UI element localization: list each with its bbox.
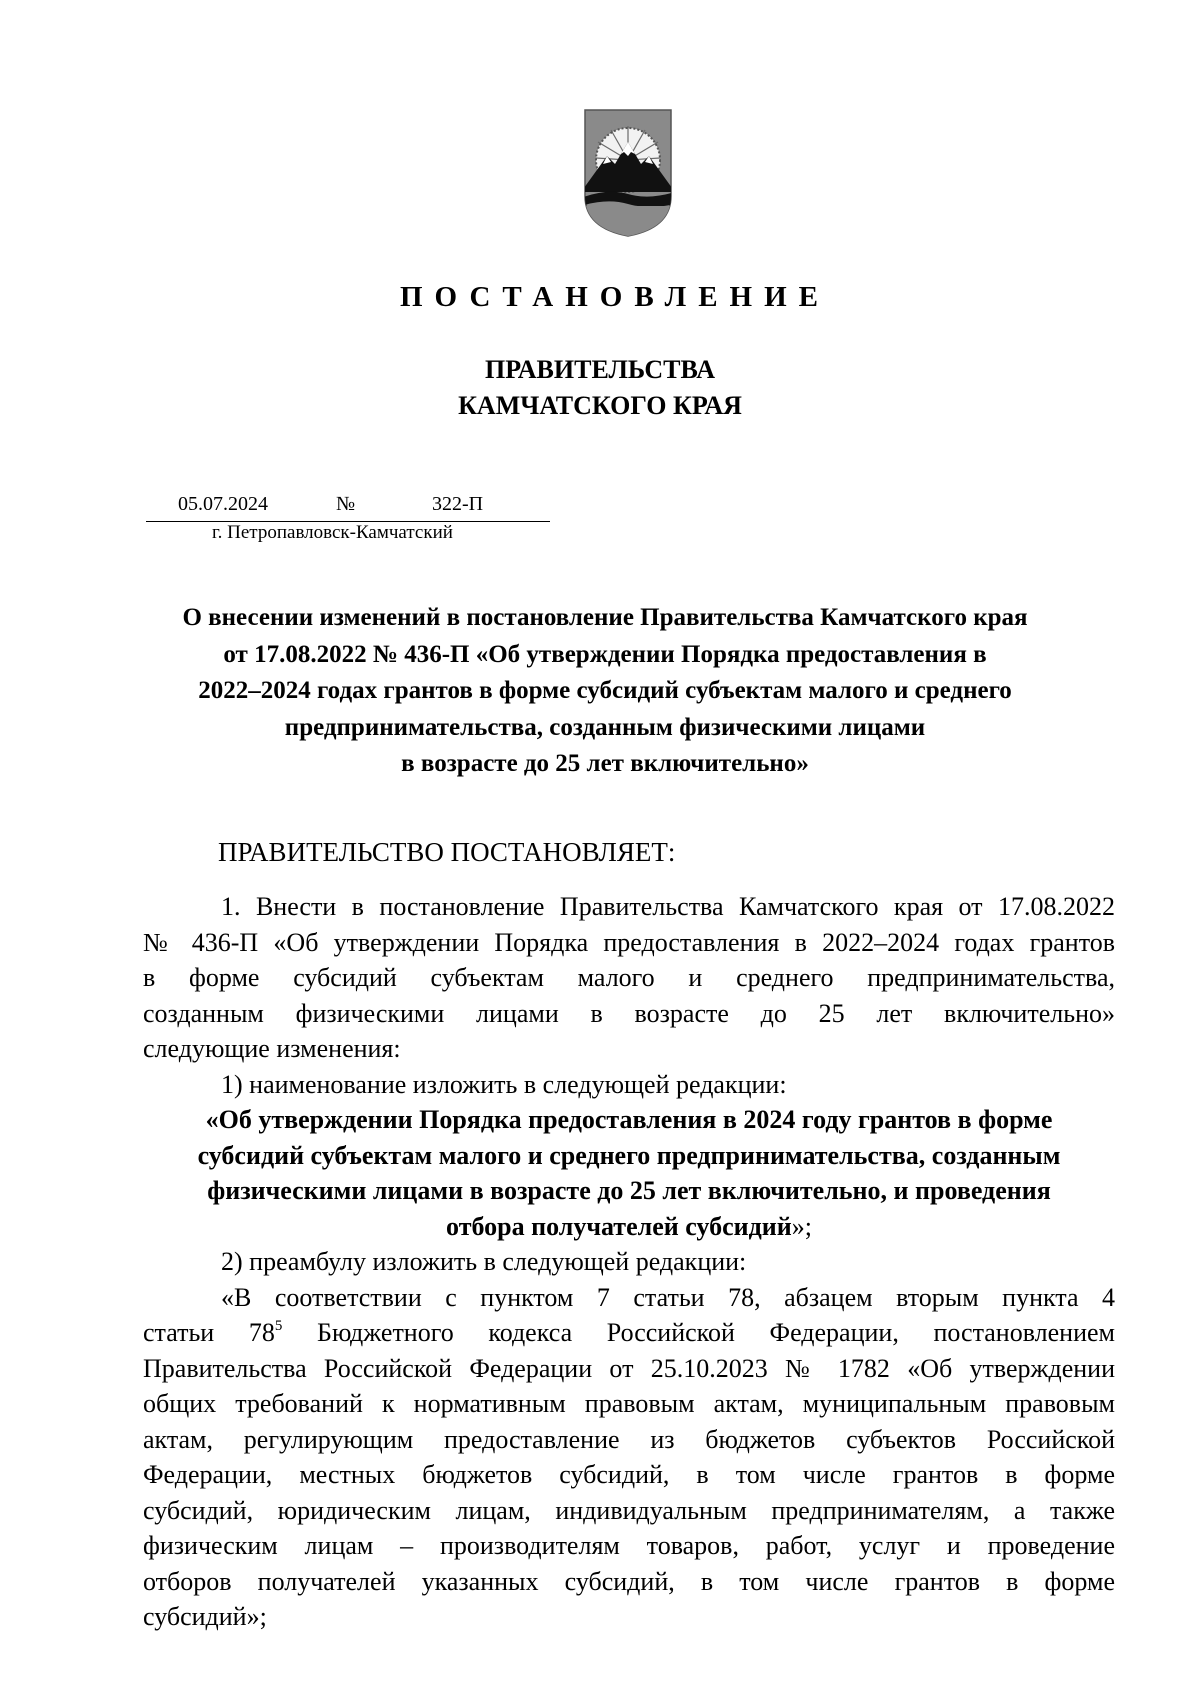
new-title-line: субсидий субъектам малого и среднего предпринимательства, созданным [197, 1140, 1061, 1170]
city-of-issue: г. Петропавловск-Камчатский [212, 522, 453, 543]
preamble-line: субсидий»; [143, 1602, 267, 1631]
subject-line: в возрасте до 25 лет включительно» [401, 750, 809, 777]
issuing-body-line-1: ПРАВИТЕЛЬСТВА [485, 355, 715, 384]
new-title-line-last [143, 1209, 1115, 1245]
subject-line: от 17.08.2022 № 436-П «Об утверждении Порядка предоставления в [223, 640, 987, 668]
preamble-line: физическим лицам – производителям товаров, работ, услуг и проведение [143, 1531, 1115, 1560]
preamble-text: Бюджетного кодекса Российской Федерации, постановлением [282, 1318, 1115, 1347]
superscript: 5 [274, 1318, 283, 1334]
new-title-closing: »; [791, 1211, 812, 1241]
kamchatka-coat-of-arms-icon [577, 108, 679, 238]
preamble-line: «В соответствии с пунктом 7 статьи 78, абзацем вторым пункта 4 [221, 1282, 1115, 1312]
item-1-line: созданным физическими лицами в возрасте до 25 лет включительно» [143, 998, 1115, 1028]
preamble-line: отборов получателей указанных субсидий, в том числе грантов в форме [143, 1566, 1115, 1596]
number-sign: № [336, 493, 356, 515]
date-number-line [146, 491, 550, 522]
sub-item-2: 2) преамбулу изложить в следующей редакции: [221, 1247, 747, 1276]
issuing-body-line-2: КАМЧАТСКОГО КРАЯ [458, 391, 742, 420]
subject-line: О внесении изменений в постановление Правительства Камчатского края [182, 604, 1028, 631]
preamble-line: актам, регулирующим предоставление из бюджетов субъектов Российской [143, 1424, 1115, 1454]
document-subject [130, 600, 1080, 783]
subject-line: предпринимательства, созданным физическими лицами [284, 713, 926, 741]
preamble-line: Правительства Российской Федерации от 25.10.2023 № 1782 «Об утверждении [143, 1353, 1115, 1383]
preamble-line: Федерации, местных бюджетов субсидий, в том числе грантов в форме [143, 1460, 1115, 1489]
new-title-line: «Об утверждении Порядка предоставления в 2024 году грантов в форме [205, 1105, 1053, 1134]
body-text [143, 889, 1115, 1635]
preamble-line [143, 1315, 1115, 1351]
document-type-title: ПОСТАНОВЛЕНИЕ [399, 281, 830, 313]
item-1-line: 1. Внести в постановление Правительства Камчатского края от 17.08.2022 [221, 892, 1115, 921]
item-1-line: следующие изменения: [143, 1034, 401, 1063]
subject-line: 2022–2024 годах грантов в форме субсидий субъектам малого и среднего [198, 677, 1012, 704]
decree-statement: ПРАВИТЕЛЬСТВО ПОСТАНОВЛЯЕТ: [218, 837, 676, 867]
document-date: 05.07.2024 [178, 493, 268, 515]
preamble-text: статьи 78 [143, 1318, 275, 1347]
document-number: 322-П [432, 493, 484, 515]
sub-item-1: 1) наименование изложить в следующей редакции: [221, 1069, 787, 1099]
preamble-line: субсидий, юридическим лицам, индивидуальным предпринимателям, а также [143, 1495, 1115, 1525]
preamble-line: общих требований к нормативным правовым актам, муниципальным правовым [143, 1389, 1115, 1418]
item-1-line: № 436-П «Об утверждении Порядка предоставления в 2022–2024 годах грантов [143, 927, 1115, 957]
item-1-line: в форме субсидий субъектам малого и среднего предпринимательства, [143, 963, 1115, 992]
new-title-line: физическими лицами в возрасте до 25 лет включительно, и проведения [207, 1176, 1051, 1205]
new-title-text: отбора получателей субсидий [446, 1211, 792, 1241]
